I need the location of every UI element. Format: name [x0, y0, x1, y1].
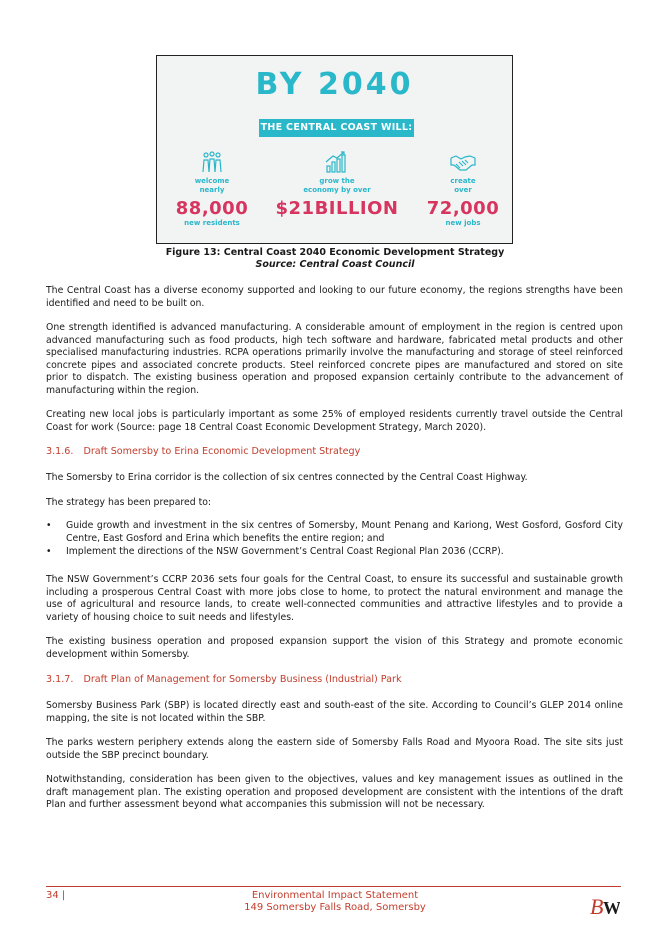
paragraph-10: Notwithstanding, consideration has been given to the objectives, values and key management issues as outlined in the draft management plan. The existing operation and proposed development are consistent with the intentions of the draft Plan and further assessment beyond what accompanies this submission will not be necessary. — [46, 774, 623, 811]
growth-chart-icon — [324, 150, 350, 174]
jobs-caption-2: over — [454, 185, 472, 194]
paragraph-4: The Somersby to Erina corridor is the collection of six centres connected by the Central Coast Highway. — [46, 472, 528, 483]
paragraph-7: The existing business operation and proposed expansion support the vision of this Strategy and promote economic development within Somersby. — [46, 636, 623, 660]
footer-divider — [46, 886, 621, 887]
residents-caption-2: nearly — [199, 185, 225, 194]
section-heading-3-1-7 — [46, 674, 402, 686]
bullet-text: Implement the directions of the NSW Government’s Central Coast Regional Plan 2036 (CCRP). — [66, 546, 504, 557]
section-heading-3-1-6 — [46, 446, 360, 458]
paragraph-6: The NSW Government’s CCRP 2036 sets four goals for the Central Coast, to ensure its successful and sustainable growth including a prosperous Central Coast with more jobs close to home, to protect the natural environment and manage the use of agricultural and resource lands, to create well-connected communities and attractive lifestyles and to provide a variety of housing choice to suit needs and lifestyles. — [46, 574, 623, 623]
figure-column-residents — [167, 150, 257, 228]
section-number: 3.1.6. — [46, 446, 74, 457]
economy-caption-2: economy by over — [303, 185, 371, 194]
figure-column-economy — [267, 150, 407, 219]
footer-line-1: Environmental Impact Statement — [251, 890, 419, 901]
economy-caption-1: grow the — [319, 177, 355, 185]
handshake-icon — [449, 150, 477, 174]
bullet-dot: • — [46, 520, 52, 531]
paragraph-8: Somersby Business Park (SBP) is located directly east and south-east of the site. According to Council’s GLEP 2014 online mapping, the site is not located within the SBP. — [46, 700, 623, 724]
page-number: 34 | — [46, 890, 66, 901]
people-icon — [200, 150, 224, 174]
logo-letter-b: B — [590, 894, 604, 918]
figure-caption — [0, 247, 670, 271]
infographic-figure — [156, 55, 513, 244]
footer-line-2: 149 Somersby Falls Road, Somersby — [244, 902, 426, 913]
company-logo — [588, 892, 620, 918]
footer-title — [0, 890, 670, 914]
residents-sub: new residents — [184, 219, 240, 227]
residents-value: 88,000 — [175, 198, 249, 219]
section-title: Draft Plan of Management for Somersby Business (Industrial) Park — [83, 674, 402, 685]
paragraph-5: The strategy has been prepared to: — [46, 497, 212, 508]
jobs-sub: new jobs — [445, 219, 481, 227]
logo-letter-w: W — [603, 898, 620, 918]
figure-caption-title: Figure 13: Central Coast 2040 Economic Development Strategy — [165, 247, 505, 258]
bullet-text: Guide growth and investment in the six centres of Somersby, Mount Penang and Kariong, West Gosford, Gosford City Centre, East Gosford and Erina which benefits the entire region; and — [66, 520, 623, 544]
section-title: Draft Somersby to Erina Economic Development Strategy — [83, 446, 361, 457]
bullet-dot: • — [46, 546, 52, 557]
paragraph-3: Creating new local jobs is particularly important as some 25% of employed residents currently travel outside the Central Coast for work (Source: page 18 Central Coast Economic Development Strategy, March 2020). — [46, 409, 623, 433]
figure-caption-source: Source: Central Coast Council — [255, 259, 415, 270]
economy-value: $21BILLION — [275, 198, 399, 219]
paragraph-2: One strength identified is advanced manufacturing. A considerable amount of employment in the region is centred upon advanced manufacturing such as food products, high tech software and hardware, fabricated metal products and other specialised manufacturing industries. RCPA operations primarily involve the manufacturing and storage of steel reinforced concrete pipes and associated concrete products. Steel reinforced concrete pipes are manufactured and stored on site prior to dispatch. The existing business operation and proposed expansion certainly contribute to the advancement of manufacturing within the region. — [46, 322, 623, 396]
jobs-value: 72,000 — [426, 198, 500, 219]
paragraph-9: The parks western periphery extends along the eastern side of Somersby Falls Road and Myoora Road. The site sits just outside the SBP precinct boundary. — [46, 737, 623, 761]
residents-caption-1: welcome — [194, 177, 230, 185]
figure-banner: THE CENTRAL COAST WILL: — [259, 119, 414, 137]
paragraph-1: The Central Coast has a diverse economy supported and looking to our future economy, the regions strengths have been identified and need to be built on. — [46, 285, 623, 309]
figure-column-jobs — [419, 150, 507, 228]
section-number: 3.1.7. — [46, 674, 74, 685]
figure-title: BY 2040 — [255, 67, 414, 102]
jobs-caption-1: create — [450, 177, 476, 185]
